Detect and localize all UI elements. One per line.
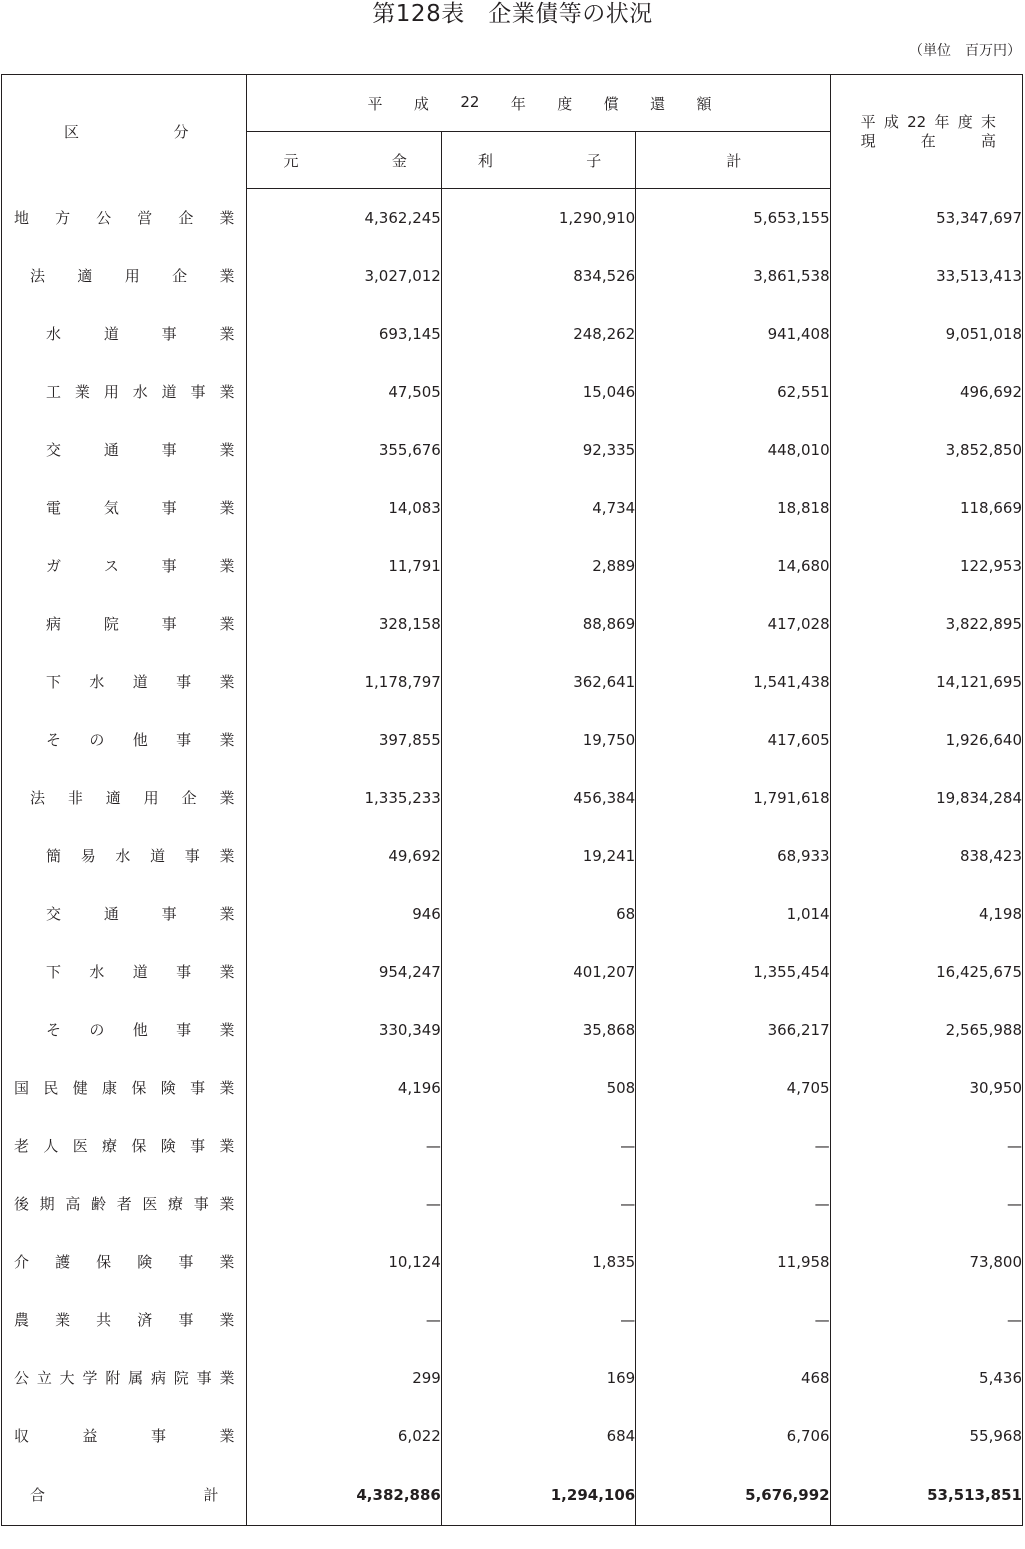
row-label: 法 非 適 用 企 業: [30, 789, 235, 807]
cell-interest: 19,241: [441, 827, 635, 885]
table-row: [2, 247, 1023, 305]
cell-interest: 169: [441, 1349, 635, 1407]
cell-principal: 693,145: [247, 305, 441, 363]
cell-principal: 10,124: [247, 1233, 441, 1291]
header-principal: [247, 132, 441, 189]
row-label: 収 益 事 業: [14, 1427, 235, 1445]
cell-interest: 508: [441, 1059, 635, 1117]
cell-total: 1,014: [636, 885, 830, 943]
cell-principal: —: [247, 1291, 441, 1349]
row-label: 国 民 健 康 保 険 事 業: [14, 1079, 235, 1097]
table-row: [2, 711, 1023, 769]
cell-interest: 35,868: [441, 1001, 635, 1059]
cell-principal: 328,158: [247, 595, 441, 653]
cell-interest: 2,889: [441, 537, 635, 595]
cell-principal: 1,335,233: [247, 769, 441, 827]
row-label-cell: [2, 305, 247, 363]
table-row: [2, 1059, 1023, 1117]
row-label-cell: [2, 827, 247, 885]
cell-balance: 73,800: [830, 1233, 1022, 1291]
cell-total: 14,680: [636, 537, 830, 595]
cell-principal: —: [247, 1117, 441, 1175]
row-label-cell: [2, 711, 247, 769]
row-label: 下 水 道 事 業: [46, 673, 235, 691]
cell-interest: —: [441, 1175, 635, 1233]
cell-interest: 456,384: [441, 769, 635, 827]
row-label: 介 護 保 険 事 業: [14, 1253, 235, 1271]
cell-interest: —: [441, 1117, 635, 1175]
row-label: そ の 他 事 業: [46, 731, 235, 749]
cell-balance: 3,852,850: [830, 421, 1022, 479]
cell-total: —: [636, 1117, 830, 1175]
cell-balance: 496,692: [830, 363, 1022, 421]
cell-balance: 55,968: [830, 1407, 1022, 1465]
table-row: [2, 1291, 1023, 1349]
cell-principal: 47,505: [247, 363, 441, 421]
cell-interest: 248,262: [441, 305, 635, 363]
row-label-cell: [2, 769, 247, 827]
cell-principal: 946: [247, 885, 441, 943]
row-label: 病 院 事 業: [46, 615, 235, 633]
header-redemption-text: 平 成 22 年 度 償 還 額: [367, 92, 712, 113]
cell-principal: 14,083: [247, 479, 441, 537]
cell-interest: 1,290,910: [441, 189, 635, 248]
row-label-cell: [2, 885, 247, 943]
row-label-cell: [2, 1001, 247, 1059]
cell-balance: 838,423: [830, 827, 1022, 885]
row-label-cell: [2, 247, 247, 305]
cell-total: 6,706: [636, 1407, 830, 1465]
cell-total: 11,958: [636, 1233, 830, 1291]
row-label: 老 人 医 療 保 険 事 業: [14, 1137, 235, 1155]
cell-total: 5,653,155: [636, 189, 830, 248]
header-kubun-text: 区 分: [64, 123, 189, 142]
header-total-text: 計: [726, 151, 742, 170]
cell-principal: 397,855: [247, 711, 441, 769]
cell-balance: —: [830, 1175, 1022, 1233]
cell-balance: 14,121,695: [830, 653, 1022, 711]
row-label: 下 水 道 事 業: [46, 963, 235, 981]
cell-balance: 53,347,697: [830, 189, 1022, 248]
cell-total: 68,933: [636, 827, 830, 885]
table-row: [2, 769, 1023, 827]
table-row: [2, 1407, 1023, 1465]
row-label: 法 適 用 企 業: [30, 267, 235, 285]
cell-total: 468: [636, 1349, 830, 1407]
row-label-cell: [2, 189, 247, 248]
row-label-cell: [2, 1117, 247, 1175]
table-row: [2, 943, 1023, 1001]
cell-principal: 4,196: [247, 1059, 441, 1117]
header-balance: [830, 75, 1022, 189]
cell-interest: 68: [441, 885, 635, 943]
cell-interest: 401,207: [441, 943, 635, 1001]
cell-interest: 4,734: [441, 479, 635, 537]
row-label-cell: [2, 943, 247, 1001]
cell-total: 4,705: [636, 1059, 830, 1117]
row-label-cell: [2, 1059, 247, 1117]
cell-principal: 1,178,797: [247, 653, 441, 711]
cell-balance: 33,513,413: [830, 247, 1022, 305]
cell-total: —: [636, 1175, 830, 1233]
cell-total: 5,676,992: [636, 1465, 830, 1526]
cell-interest: 92,335: [441, 421, 635, 479]
header-principal-text: 元 金: [283, 151, 407, 170]
header-kubun: [2, 75, 247, 189]
table-row: [2, 885, 1023, 943]
cell-balance: 19,834,284: [830, 769, 1022, 827]
header-balance-line2: 現 在 高: [860, 131, 996, 150]
table-body: [2, 189, 1023, 1526]
cell-balance: 122,953: [830, 537, 1022, 595]
table-row: [2, 1001, 1023, 1059]
cell-principal: 299: [247, 1349, 441, 1407]
cell-balance: —: [830, 1117, 1022, 1175]
row-label: 交 通 事 業: [46, 905, 235, 923]
table-row: [2, 1349, 1023, 1407]
cell-principal: 4,382,886: [247, 1465, 441, 1526]
cell-total: 1,791,618: [636, 769, 830, 827]
bond-status-table: [1, 74, 1023, 1526]
row-label: 水 道 事 業: [46, 325, 235, 343]
header-redemption-group: [247, 75, 830, 132]
row-label: 農 業 共 済 事 業: [14, 1311, 235, 1329]
table-row: [2, 421, 1023, 479]
cell-principal: 330,349: [247, 1001, 441, 1059]
row-label: 合 計: [30, 1486, 219, 1504]
table-row: [2, 1233, 1023, 1291]
row-label: 後 期 高 齢 者 医 療 事 業: [14, 1195, 235, 1213]
cell-total: 1,355,454: [636, 943, 830, 1001]
table-row: [2, 1465, 1023, 1526]
cell-balance: 5,436: [830, 1349, 1022, 1407]
header-total: [636, 132, 830, 189]
cell-principal: 4,362,245: [247, 189, 441, 248]
cell-principal: 355,676: [247, 421, 441, 479]
row-label-cell: [2, 1291, 247, 1349]
cell-balance: 30,950: [830, 1059, 1022, 1117]
row-label-cell: [2, 363, 247, 421]
table-row: [2, 363, 1023, 421]
row-label-cell: [2, 653, 247, 711]
cell-interest: 362,641: [441, 653, 635, 711]
row-label: 交 通 事 業: [46, 441, 235, 459]
cell-principal: 954,247: [247, 943, 441, 1001]
row-label-cell: [2, 1233, 247, 1291]
cell-total: 941,408: [636, 305, 830, 363]
row-label: 簡 易 水 道 事 業: [46, 847, 235, 865]
row-label-cell: [2, 421, 247, 479]
row-label-cell: [2, 1175, 247, 1233]
cell-total: 366,217: [636, 1001, 830, 1059]
cell-interest: —: [441, 1291, 635, 1349]
cell-total: 62,551: [636, 363, 830, 421]
table-row: [2, 1117, 1023, 1175]
cell-balance: 53,513,851: [830, 1465, 1022, 1526]
cell-total: 448,010: [636, 421, 830, 479]
cell-interest: 834,526: [441, 247, 635, 305]
table-row: [2, 827, 1023, 885]
table-row: [2, 305, 1023, 363]
row-label-cell: [2, 479, 247, 537]
cell-balance: 118,669: [830, 479, 1022, 537]
cell-interest: 1,294,106: [441, 1465, 635, 1526]
row-label-cell: [2, 1407, 247, 1465]
cell-principal: 3,027,012: [247, 247, 441, 305]
cell-total: 417,028: [636, 595, 830, 653]
cell-total: 3,861,538: [636, 247, 830, 305]
cell-interest: 88,869: [441, 595, 635, 653]
table-row: [2, 1175, 1023, 1233]
cell-total: 417,605: [636, 711, 830, 769]
cell-interest: 19,750: [441, 711, 635, 769]
table-row: [2, 537, 1023, 595]
row-label-cell: [2, 1349, 247, 1407]
unit-note: （単位 百万円）: [909, 43, 1021, 59]
cell-interest: 15,046: [441, 363, 635, 421]
cell-balance: —: [830, 1291, 1022, 1349]
cell-principal: 11,791: [247, 537, 441, 595]
cell-balance: 4,198: [830, 885, 1022, 943]
header-interest-text: 利 子: [477, 151, 602, 170]
table-row: [2, 189, 1023, 248]
table-title: 第128表 企業債等の状況: [372, 1, 653, 27]
row-label: 電 気 事 業: [46, 499, 235, 517]
table-row: [2, 595, 1023, 653]
cell-balance: 9,051,018: [830, 305, 1022, 363]
cell-interest: 684: [441, 1407, 635, 1465]
row-label-cell: [2, 595, 247, 653]
header-interest: [441, 132, 635, 189]
row-label: そ の 他 事 業: [46, 1021, 235, 1039]
row-label-cell: [2, 1465, 247, 1526]
cell-balance: 16,425,675: [830, 943, 1022, 1001]
cell-interest: 1,835: [441, 1233, 635, 1291]
table-row: [2, 479, 1023, 537]
cell-principal: —: [247, 1175, 441, 1233]
row-label: 地 方 公 営 企 業: [14, 208, 235, 227]
cell-principal: 49,692: [247, 827, 441, 885]
row-label: 公 立 大 学 附 属 病 院 事 業: [14, 1369, 235, 1387]
row-label: ガ ス 事 業: [46, 557, 235, 575]
header-balance-line1: 平 成 22 年 度 末: [860, 112, 996, 131]
table-row: [2, 653, 1023, 711]
row-label-cell: [2, 537, 247, 595]
cell-total: 1,541,438: [636, 653, 830, 711]
cell-total: 18,818: [636, 479, 830, 537]
cell-balance: 2,565,988: [830, 1001, 1022, 1059]
cell-balance: 1,926,640: [830, 711, 1022, 769]
cell-balance: 3,822,895: [830, 595, 1022, 653]
row-label: 工 業 用 水 道 事 業: [46, 383, 235, 401]
cell-principal: 6,022: [247, 1407, 441, 1465]
cell-total: —: [636, 1291, 830, 1349]
